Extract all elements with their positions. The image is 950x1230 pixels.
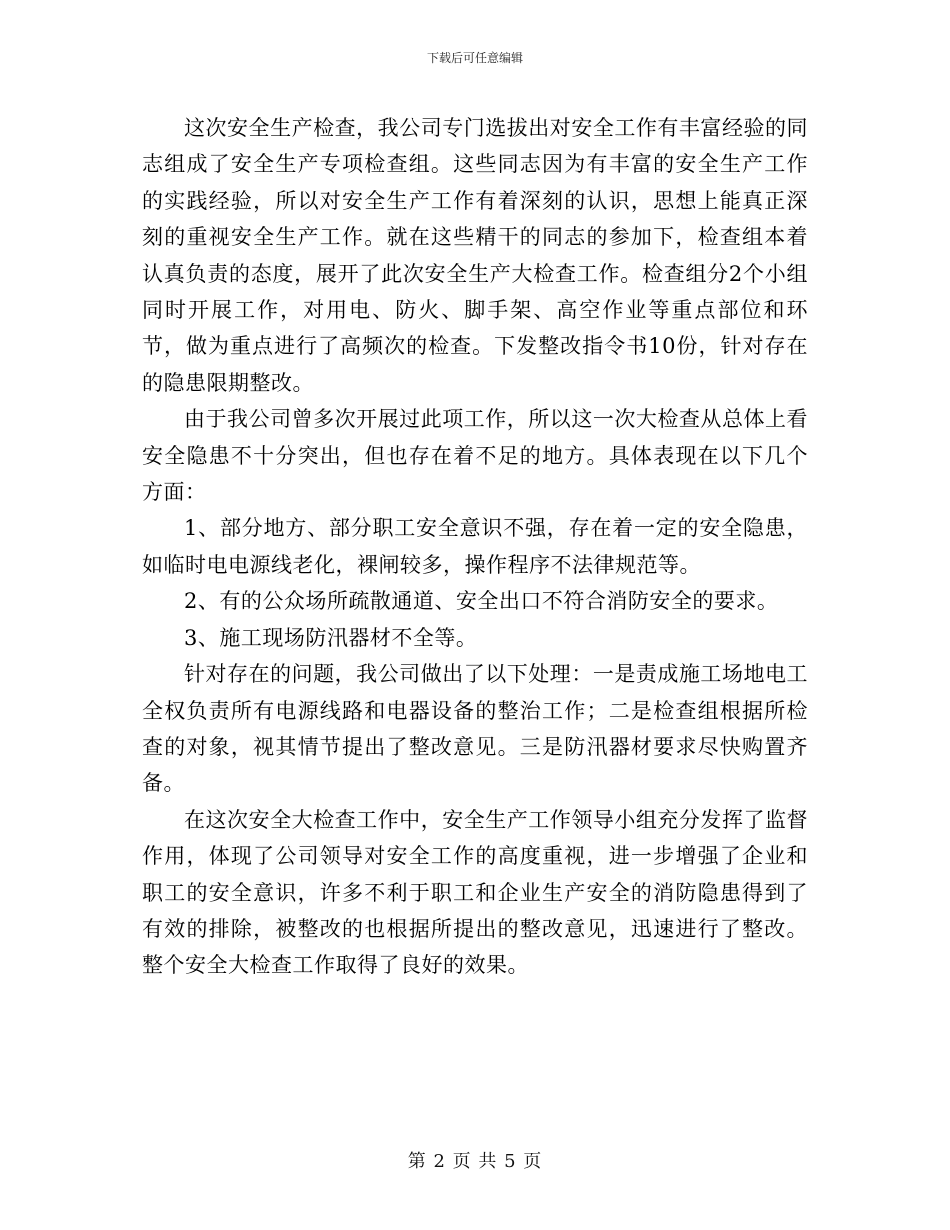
paragraph-issue-2: 2、有的公众场所疏散通道、安全出口不符合消防安全的要求。: [184, 589, 779, 614]
paragraph-actions: 针对存在的问题，我公司做出了以下处理：一是责成施工场地电工全权负责所有电源线路和电器设备的整治工作；二是检查组根据所检查的对象，视其情节提出了整改意见。三是防汛器材要求尽快购置齐备。: [142, 662, 808, 796]
paragraph-issue-1: 1、部分地方、部分职工安全意识不强，存在着一定的安全隐患，如临时电电源线老化，裸闸较多，操作程序不法律规范等。: [142, 516, 808, 577]
paragraph-issue-3: 3、施工现场防汛器材不全等。: [184, 625, 478, 650]
paragraph-inspection-team: 这次安全生产检查，我公司专门选拔出对安全工作有丰富经验的同志组成了安全生产专项检查组。这些同志因为有丰富的安全生产工作的实践经验，所以对安全生产工作有着深刻的认识，思想上能真正深刻的重视安全生产工作。就在这些精干的同志的参加下，检查组本着认真负责的态度，展开了此次安全生产大检查工作。检查组分2个小组同时开展工作，对用电、防火、脚手架、高空作业等重点部位和环节，做为重点进行了高频次的检查。下发整改指令书10份，针对存在的隐患限期整改。: [142, 116, 808, 395]
paragraph-conclusion: 在这次安全大检查工作中，安全生产工作领导小组充分发挥了监督作用，体现了公司领导对安全工作的高度重视，进一步增强了企业和职工的安全意识，许多不利于职工和企业生产安全的消防隐患得到了有效的排除，被整改的也根据所提出的整改意见，迅速进行了整改。整个安全大检查工作取得了良好的效果。: [142, 807, 808, 978]
document-body: [142, 110, 808, 984]
page-number-text: 第 2 页 共 5 页: [407, 1151, 543, 1172]
page-number-footer: [0, 1150, 950, 1174]
paragraph-overview: 由于我公司曾多次开展过此项工作，所以这一次大检查从总体上看安全隐患不十分突出，但也存在着不足的地方。具体表现在以下几个方面：: [142, 407, 808, 505]
page-header: 下载后可任意编辑: [426, 51, 523, 65]
